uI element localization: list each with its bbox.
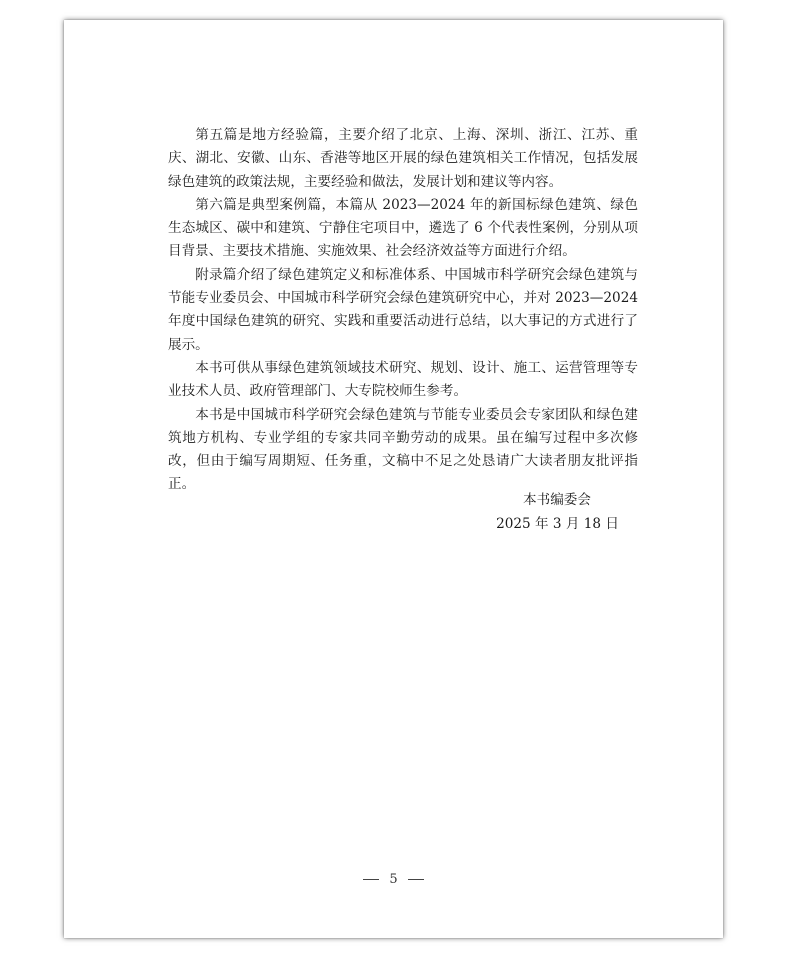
right-dash: [408, 879, 424, 880]
paragraph-case-studies: 第六篇是典型案例篇，本篇从 2023—2024 年的新国标绿色建筑、绿色生态城区、碳中和建筑、宁静住宅项目中，遴选了 6 个代表性案例，分别从项目背景、主要技术措施、实施效果、社会经济效益等方面进行介绍。: [168, 196, 638, 260]
paragraph-local-experience: 第五篇是地方经验篇，主要介绍了北京、上海、深圳、浙江、江苏、重庆、湖北、安徽、山东、香港等地区开展的绿色建筑相关工作情况，包括发展绿色建筑的政策法规，主要经验和做法，发展计划和建议等内容。: [168, 127, 638, 190]
paragraph-acknowledgement: 本书是中国城市科学研究会绿色建筑与节能专业委员会专家团队和绿色建筑地方机构、专业学组的专家共同辛勤劳动的成果。虽在编写过程中多次修改，但由于编写周期短、任务重，文稿中不足之处恳请广大读者朋友批评指正。: [168, 406, 638, 493]
signature-organization: 本书编委会: [523, 492, 591, 508]
signature-date: 2025 年 3 月 18 日: [496, 516, 619, 532]
page-number: 5: [389, 872, 398, 887]
page-number-footer: [64, 872, 723, 887]
body-text: [168, 124, 638, 497]
paragraph-appendix: 附录篇介绍了绿色建筑定义和标准体系、中国城市科学研究会绿色建筑与节能专业委员会、中国城市科学研究会绿色建筑研究中心，并对 2023—2024 年度中国绿色建筑的研究、实践和重要活动进行总结，以大事记的方式进行了展示。: [168, 266, 638, 353]
paragraph-audience: 本书可供从事绿色建筑领域技术研究、规划、设计、施工、运营管理等专业技术人员、政府管理部门、大专院校师生参考。: [168, 359, 638, 400]
left-dash: [363, 879, 379, 880]
document-page: [64, 20, 723, 938]
